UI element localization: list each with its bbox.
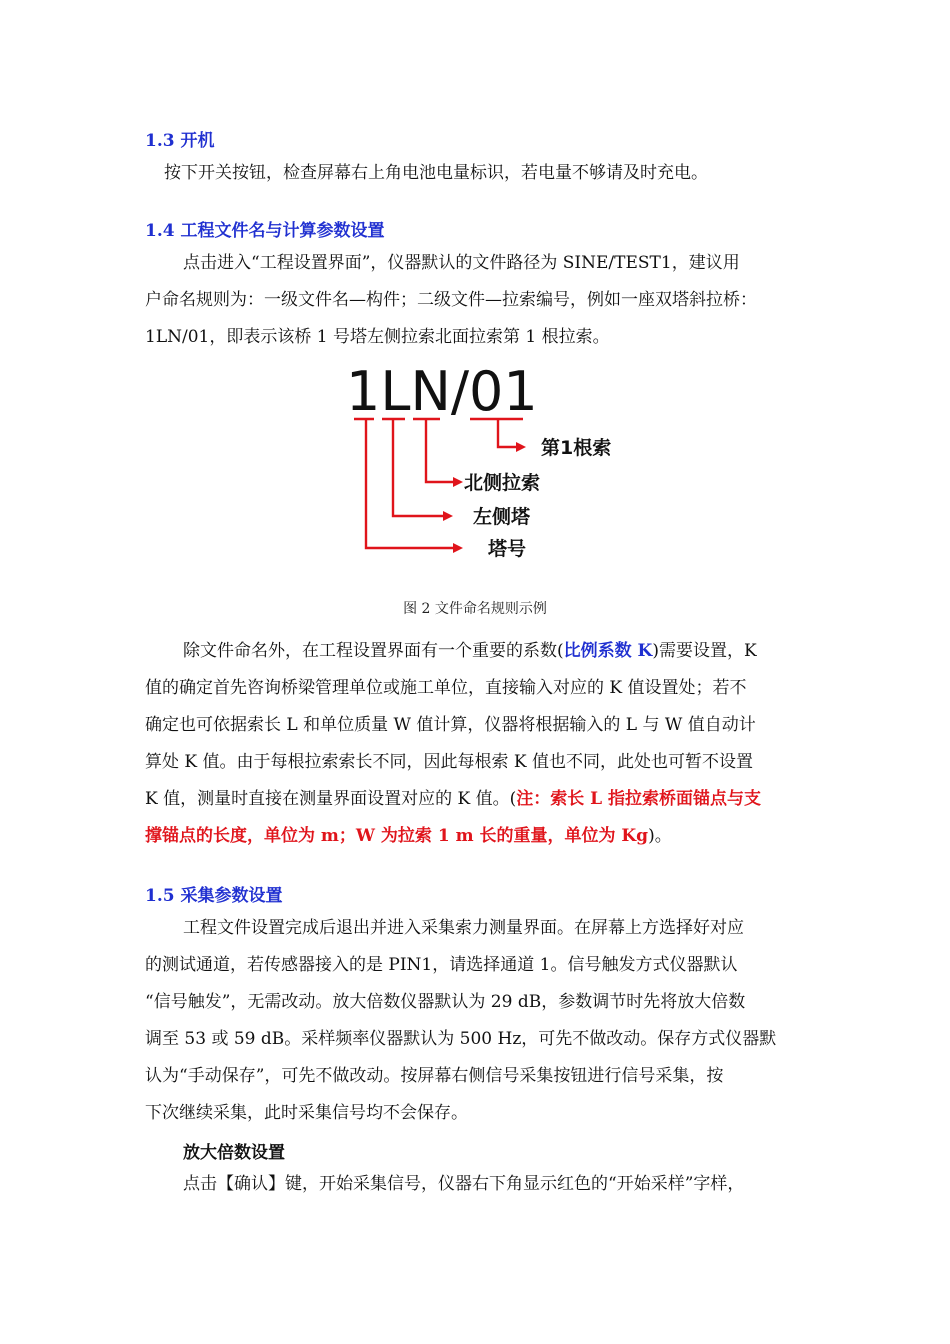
text-line: 调至 53 或 59 dB。采样频率仪器默认为 500 Hz，可先不做改动。保存方式仪器默 bbox=[145, 1029, 777, 1049]
note-emphasis: 注：索长 L 指拉索桥面锚点与支 bbox=[516, 789, 762, 809]
text-run: K 值，测量时直接在测量界面设置对应的 K 值。( bbox=[145, 789, 517, 809]
text-line: 值的确定首先咨询桥梁管理单位或施工单位，直接输入对应的 K 值设置处；若不 bbox=[145, 678, 747, 698]
note-emphasis: 撑锚点的长度，单位为 m；W 为拉索 1 m 长的重量，单位为 Kg bbox=[145, 826, 649, 846]
section-1-5-paragraph-1 bbox=[145, 910, 810, 1132]
text-line: “信号触发”，无需改动。放大倍数仪器默认为 29 dB，参数调节时先将放大倍数 bbox=[145, 992, 746, 1012]
text-line bbox=[145, 633, 810, 670]
text-line bbox=[145, 781, 810, 818]
section-1-3-text: 按下开关按钮，检查屏幕右上角电池电量标识，若电量不够请及时充电。 bbox=[164, 163, 708, 183]
label-tower-number: 塔号 bbox=[488, 538, 527, 560]
file-code-text: 1LN/01 bbox=[346, 360, 538, 423]
text-line: 点击进入“工程设置界面”，仪器默认的文件路径为 SINE/TEST1，建议用 bbox=[183, 253, 740, 273]
file-naming-diagram bbox=[330, 358, 630, 573]
text-line: 1LN/01，即表示该桥 1 号塔左侧拉索北面拉索第 1 根拉索。 bbox=[145, 327, 610, 347]
section-1-4-paragraph-2 bbox=[145, 633, 810, 855]
text-line: 认为“手动保存”，可先不做改动。按屏幕右侧信号采集按钮进行信号采集，按 bbox=[145, 1066, 724, 1086]
arrow-heads bbox=[443, 442, 526, 553]
text-line: 户命名规则为：一级文件名—构件；二级文件—拉索编号，例如一座双塔斜拉桥： bbox=[145, 290, 757, 310]
text-run: )。 bbox=[648, 826, 672, 846]
text-line: 下次继续采集，此时采集信号均不会保存。 bbox=[145, 1103, 468, 1123]
text-line: 点击【确认】键，开始采集信号，仪器右下角显示红色的“开始采样”字样， bbox=[183, 1174, 745, 1194]
text-line bbox=[145, 818, 810, 855]
text-run: 除文件命名外，在工程设置界面有一个重要的系数( bbox=[183, 641, 564, 661]
section-heading-1-5: 1.5 采集参数设置 bbox=[145, 886, 283, 906]
sub-heading-gain-setting: 放大倍数设置 bbox=[183, 1143, 285, 1163]
section-1-4-paragraph-1 bbox=[145, 245, 810, 356]
coefficient-k-emphasis: 比例系数 K bbox=[563, 641, 653, 661]
section-1-5-paragraph-2 bbox=[145, 1166, 810, 1203]
section-heading-1-3: 1.3 开机 bbox=[145, 131, 215, 151]
text-line: 工程文件设置完成后退出并进入采集索力测量界面。在屏幕上方选择好对应 bbox=[183, 918, 744, 938]
text-run: )需要设置，K bbox=[652, 641, 757, 661]
text-line: 算处 K 值。由于每根拉索索长不同，因此每根索 K 值也不同，此处也可暂不设置 bbox=[145, 752, 754, 772]
label-north-cable: 北侧拉索 bbox=[464, 472, 541, 494]
text-line: 确定也可依据索长 L 和单位质量 W 值计算，仪器将根据输入的 L 与 W 值自动计 bbox=[145, 715, 756, 735]
label-cable-number: 第1根索 bbox=[541, 437, 612, 459]
section-heading-1-4: 1.4 工程文件名与计算参数设置 bbox=[145, 221, 385, 241]
figure-caption: 图 2 文件命名规则示例 bbox=[403, 601, 547, 617]
label-left-tower: 左侧塔 bbox=[473, 506, 531, 528]
text-line: 的测试通道，若传感器接入的是 PIN1，请选择通道 1。信号触发方式仪器默认 bbox=[145, 955, 738, 975]
